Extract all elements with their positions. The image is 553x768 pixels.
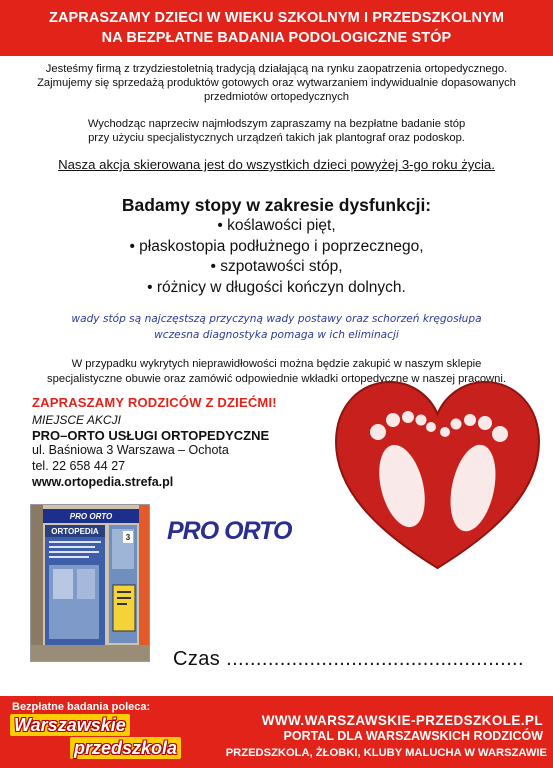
shop-brand-text: PRO ORTO	[69, 512, 113, 521]
exam-list-item: • szpotawości stóp,	[0, 257, 553, 278]
company-name: PRO–ORTO USŁUGI ORTOPEDYCZNE	[32, 428, 270, 443]
intro-line: Zajmujemy się sprzedażą produktów gotowych oraz wytwarzaniem indywidualnie dopasowanych	[37, 77, 516, 89]
footer-portal-tagline: PORTAL DLA WARSZAWSKICH RODZICÓW	[283, 729, 543, 743]
pro-orto-logo-text: PRO ORTO	[167, 517, 292, 545]
purchase-line: specjalistyczne obuwie oraz zamówić odpowiednie wkładki ortopedyczne w naszej pracowni.	[47, 372, 506, 385]
intro-line: przy użyciu specjalistycznych urządzeń takich jak plantograf oraz podoskop.	[88, 132, 465, 144]
purchase-line: W przypadku wykrytych nieprawidłowości można będzie zakupić w naszym sklepie	[71, 358, 482, 370]
time-field: Czas ..................................................	[173, 648, 524, 670]
intro-paragraph-company	[16, 62, 537, 104]
exam-list-item: • różnicy w długości kończyn dolnych.	[0, 278, 553, 299]
pro-orto-logo	[165, 511, 295, 551]
company-address: ul. Baśniowa 3 Warszawa – Ochota	[32, 443, 229, 457]
intro-paragraph-invitation	[16, 117, 537, 145]
warszawskie-przedszkola-logo	[10, 714, 186, 764]
intro-line: Wychodząc naprzeciw najmłodszym zapraszamy na bezpłatne badanie stóp	[87, 118, 466, 130]
footer-recommended-label: Bezpłatne badania poleca:	[12, 701, 151, 713]
shop-photo	[30, 504, 150, 662]
company-website[interactable]: www.ortopedia.strefa.pl	[32, 475, 174, 489]
company-phone: tel. 22 658 44 27	[32, 459, 126, 473]
script-note-line1: wady stóp są najczęstszą przyczyną wady postawy oraz schorzeń kręgosłupa	[71, 313, 482, 325]
footer-portal-url[interactable]: WWW.WARSZAWSKIE-PRZEDSZKOLE.PL	[261, 713, 543, 728]
shop-number-text: 3	[125, 533, 131, 542]
header-banner	[0, 0, 553, 56]
action-target-line: Nasza akcja skierowana jest do wszystkich dzieci powyżej 3-go roku życia.	[58, 157, 495, 172]
portal-logo-word2: przedszkola	[70, 737, 181, 759]
script-note-line2: wczesna diagnostyka pomaga w ich eliminacji	[154, 329, 399, 341]
invite-parents-heading: ZAPRASZAMY RODZICÓW Z DZIEĆMI!	[32, 395, 277, 410]
footer-institution-types: PRZEDSZKOLA, ŻŁOBKI, KLUBY MALUCHA W WARSZAWIE	[225, 747, 547, 759]
exam-list-item: • płaskostopia podłużnego i poprzecznego,	[0, 237, 553, 258]
portal-logo-word1: Warszawskie	[10, 714, 130, 736]
header-title-line2: NA BEZPŁATNE BADANIA PODOLOGICZNE STÓP	[101, 30, 452, 46]
shop-photo-illustration	[31, 505, 150, 662]
exam-list	[0, 216, 553, 298]
heart-footprints-illustration	[330, 376, 545, 576]
shop-sign-text: ORTOPEDIA	[51, 527, 99, 536]
place-label: MIEJSCE AKCJI	[32, 413, 121, 427]
intro-line: przedmiotów ortopedycznych	[204, 91, 349, 103]
exam-title: Badamy stopy w zakresie dysfunkcji:	[121, 195, 432, 215]
exam-list-item: • koślawości pięt,	[0, 216, 553, 237]
intro-line: Jesteśmy firmą z trzydziestoletnią tradycją działającą na rynku zaopatrzenia ortopedycznego.	[45, 63, 508, 75]
header-title-line1: ZAPRASZAMY DZIECI W WIEKU SZKOLNYM I PRZEDSZKOLNYM	[48, 10, 505, 26]
footer-banner	[0, 696, 553, 768]
